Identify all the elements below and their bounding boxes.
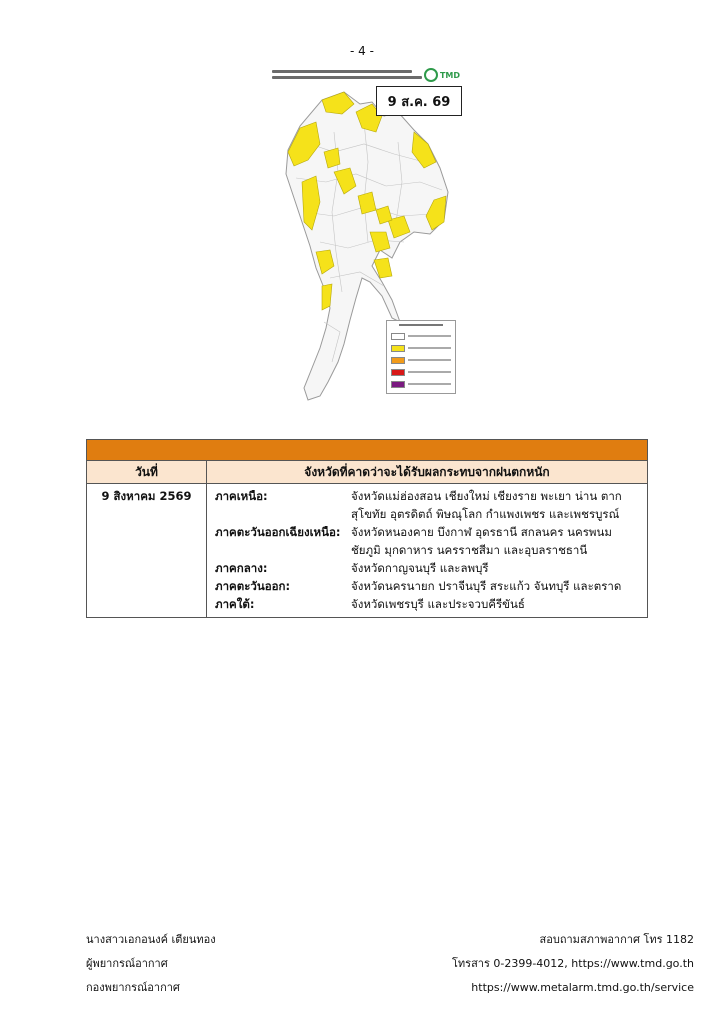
hotline-text: สอบถามสภาพอากาศ โทร 1182 — [539, 933, 694, 946]
region-provinces: จังหวัดเพชรบุรี และประจวบคีรีขันธ์ — [351, 597, 525, 611]
legend-item — [391, 330, 451, 342]
region-name: ภาคเหนือ: — [215, 489, 268, 503]
footer-right — [452, 928, 694, 1000]
header-provinces: จังหวัดที่คาดว่าจะได้รับผลกระทบจากฝนตกหนัก — [207, 461, 648, 484]
fax-website-text[interactable]: โทรสาร 0-2399-4012, https://www.tmd.go.th — [452, 957, 694, 970]
region-south — [215, 595, 641, 613]
region-name: ภาคตะวันออกเฉียงเหนือ: — [215, 525, 341, 539]
region-north — [215, 487, 641, 523]
agency-logos — [424, 68, 460, 82]
region-name: ภาคใต้: — [215, 597, 255, 611]
tmd-logo-text: TMD — [439, 70, 460, 80]
legend-item — [391, 354, 451, 366]
table-row — [87, 484, 648, 618]
rainfall-map-figure — [264, 64, 464, 404]
heavy-rain-table — [86, 439, 648, 618]
legend-item — [391, 366, 451, 378]
region-provinces: จังหวัดกาญจนบุรี และลพบุรี — [351, 561, 489, 575]
region-provinces: จังหวัดนครนายก ปราจีนบุรี สระแก้ว จันทบุรี และตราด — [351, 579, 622, 593]
region-central — [215, 559, 641, 577]
region-name: ภาคตะวันออก: — [215, 579, 291, 593]
tmd-logo-icon — [424, 68, 438, 82]
map-date-label: 9 ส.ค. 69 — [376, 86, 462, 116]
page-number: - 4 - — [350, 44, 374, 58]
region-name: ภาคกลาง: — [215, 561, 268, 575]
header-date: วันที่ — [87, 461, 207, 484]
map-legend — [386, 320, 456, 394]
service-link[interactable]: https://www.metalarm.tmd.go.th/service — [471, 981, 694, 994]
table-header-row — [87, 461, 648, 484]
map-header — [272, 70, 422, 82]
region-northeast — [215, 523, 641, 559]
forecaster-title: ผู้พยากรณ์อากาศ — [86, 957, 168, 970]
table-title-bar — [87, 440, 648, 461]
region-east — [215, 577, 641, 595]
footer-left — [86, 928, 216, 1000]
date-cell: 9 สิงหาคม 2569 — [87, 484, 207, 618]
legend-item — [391, 378, 451, 390]
forecaster-name: นางสาวเอกอนงค์ เตียนทอง — [86, 933, 216, 946]
regions-cell — [207, 484, 648, 618]
department-name: กองพยากรณ์อากาศ — [86, 981, 180, 994]
legend-item — [391, 342, 451, 354]
region-provinces: จังหวัดแม่ฮ่องสอน เชียงใหม่ เชียงราย พะเยา น่าน ตาก สุโขทัย อุตรดิตถ์ พิษณุโลก กำแพงเพชร และเพชรบูรณ์ — [351, 489, 622, 521]
region-provinces: จังหวัดหนองคาย บึงกาฬ อุดรธานี สกลนคร นครพนม ชัยภูมิ มุกดาหาร นครราชสีมา และอุบลราชธานี — [351, 525, 612, 557]
